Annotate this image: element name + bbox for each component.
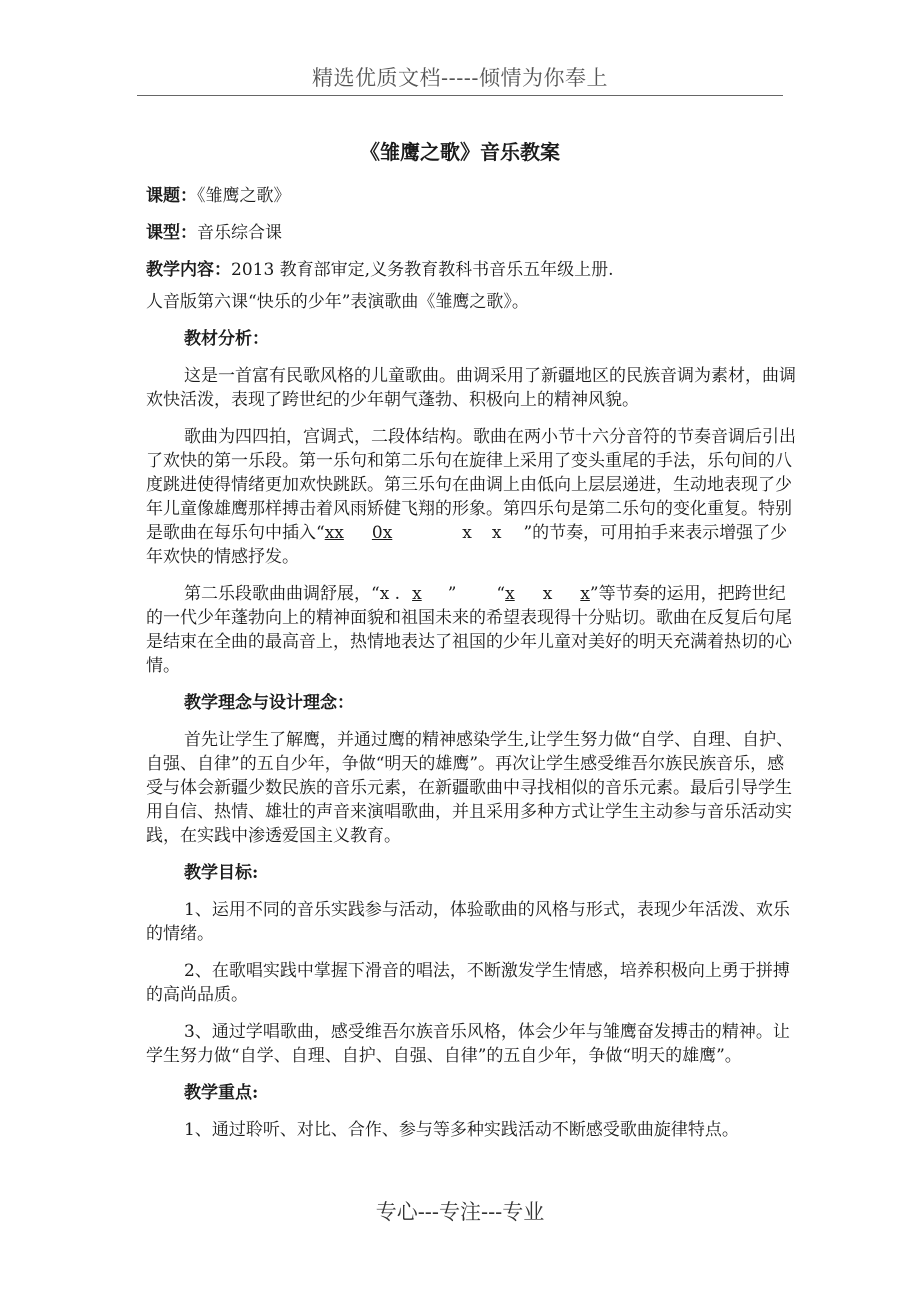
objective-item: 2、在歌唱实践中掌握下滑音的唱法，不断激发学生情感，培养积极向上勇于拼搏的高尚品质。 bbox=[146, 961, 790, 1005]
key-point-item: 1、通过聆听、对比、合作、参与等多种实践活动不断感受歌曲旋律特点。 bbox=[184, 1120, 739, 1140]
teaching-content-line bbox=[146, 258, 798, 282]
rhythm-notation: xx bbox=[324, 523, 344, 543]
analysis-paragraph-1: 这是一首富有民歌风格的儿童歌曲。曲调采用了新疆地区的民族音调为素材，曲调欢快活泼，表现了跨世纪的少年朝气蓬勃、积极向上的精神风貌。 bbox=[146, 366, 796, 410]
rhythm-notation: 0x bbox=[371, 523, 393, 543]
lesson-type-label: 课型： bbox=[146, 223, 197, 243]
analysis-p2-text: 歌曲为四四拍，宫调式，二段体结构。歌曲在两小节十六分音符的节奏音调后引出了欢快的第一乐段。第一乐句和第二乐句在旋律上采用了变头重尾的手法，乐句间的八度跳进使得情绪更加欢快跳跃。第三乐句在曲调上由低向上层层递进，生动地表现了少年儿童像雄鹰那样搏击着风雨矫健飞翔的形象。第四乐句是第二乐句的变化重复。特别是歌曲在每乐句中插入“ bbox=[146, 427, 796, 543]
analysis-p2-text-end: ”的节奏，可用拍手来表示增强了少年欢快的情感抒发。 bbox=[146, 523, 788, 567]
objective-item: 3、通过学唱歌曲，感受维吾尔族音乐风格，体会少年与雏鹰奋发搏击的精神。让学生努力做“自学、自理、自护、自强、自律”的五自少年，争做“明天的雄鹰”。 bbox=[146, 1022, 790, 1066]
analysis-heading: 教材分析： bbox=[184, 329, 269, 349]
page-header: 精选优质文档-----倾情为你奉上 bbox=[312, 66, 608, 90]
document-body bbox=[146, 184, 798, 1155]
key-points-heading: 教学重点: bbox=[184, 1083, 259, 1103]
analysis-paragraph-2 bbox=[146, 425, 798, 569]
analysis-paragraph-3 bbox=[146, 582, 798, 678]
lesson-type-value: 音乐综合课 bbox=[197, 223, 282, 243]
course-label: 课题： bbox=[146, 186, 197, 206]
rhythm-notation: x bbox=[505, 584, 515, 604]
quote-mark: “ bbox=[496, 584, 506, 604]
concept-paragraph: 首先让学生了解鹰，并通过鹰的精神感染学生,让学生努力做“自学、自理、自护、自强、自律”的五自少年，争做“明天的雄鹰”。再次让学生感受维吾尔族民族音乐，感受与体会新疆少数民族的音乐元素，在新疆歌曲中寻找相似的音乐元素。最后引导学生用自信、热情、雄壮的声音来演唱歌曲，并且采用多种方式让学生主动参与音乐活动实践，在实践中渗透爱国主义教育。 bbox=[146, 730, 794, 846]
header-rule bbox=[137, 95, 783, 96]
concept-heading: 教学理念与设计理念： bbox=[184, 693, 354, 713]
course-value: 《雏鹰之歌》 bbox=[197, 186, 291, 206]
rhythm-notation: x bbox=[542, 584, 553, 604]
course-line bbox=[146, 184, 798, 208]
teaching-content-line2: 人音版第六课“快乐的少年”表演歌曲《雏鹰之歌》。 bbox=[146, 292, 529, 312]
analysis-p3-text-end: ”等节奏的运用，把跨世纪的一代少年蓬勃向上的精神面貌和祖国未来的希望表现得十分贴切。歌曲在反复后句尾是结束在全曲的最高音上，热情地表达了祖国的少年儿童对美好的明天充满着热切的心情。 bbox=[146, 584, 792, 676]
rhythm-notation: x bbox=[491, 523, 502, 543]
document-title: 《雏鹰之歌》音乐教案 bbox=[360, 140, 560, 164]
lesson-type-line bbox=[146, 221, 798, 245]
analysis-p3-text: 第二乐段歌曲曲调舒展，“x . bbox=[184, 584, 401, 604]
objectives-heading: 教学目标: bbox=[184, 863, 259, 883]
teaching-content-value: 2013 教育部审定,义务教育教科书音乐五年级上册. bbox=[231, 260, 614, 280]
quote-mark: ” bbox=[447, 584, 457, 604]
teaching-content-label: 教学内容： bbox=[146, 260, 231, 280]
page-footer: 专心---专注---专业 bbox=[375, 1200, 545, 1224]
rhythm-notation: x bbox=[462, 523, 472, 543]
rhythm-notation: x bbox=[580, 584, 590, 604]
rhythm-notation: x bbox=[412, 584, 422, 604]
objective-item: 1、运用不同的音乐实践参与活动，体验歌曲的风格与形式，表现少年活泼、欢乐的情绪。 bbox=[146, 900, 790, 944]
